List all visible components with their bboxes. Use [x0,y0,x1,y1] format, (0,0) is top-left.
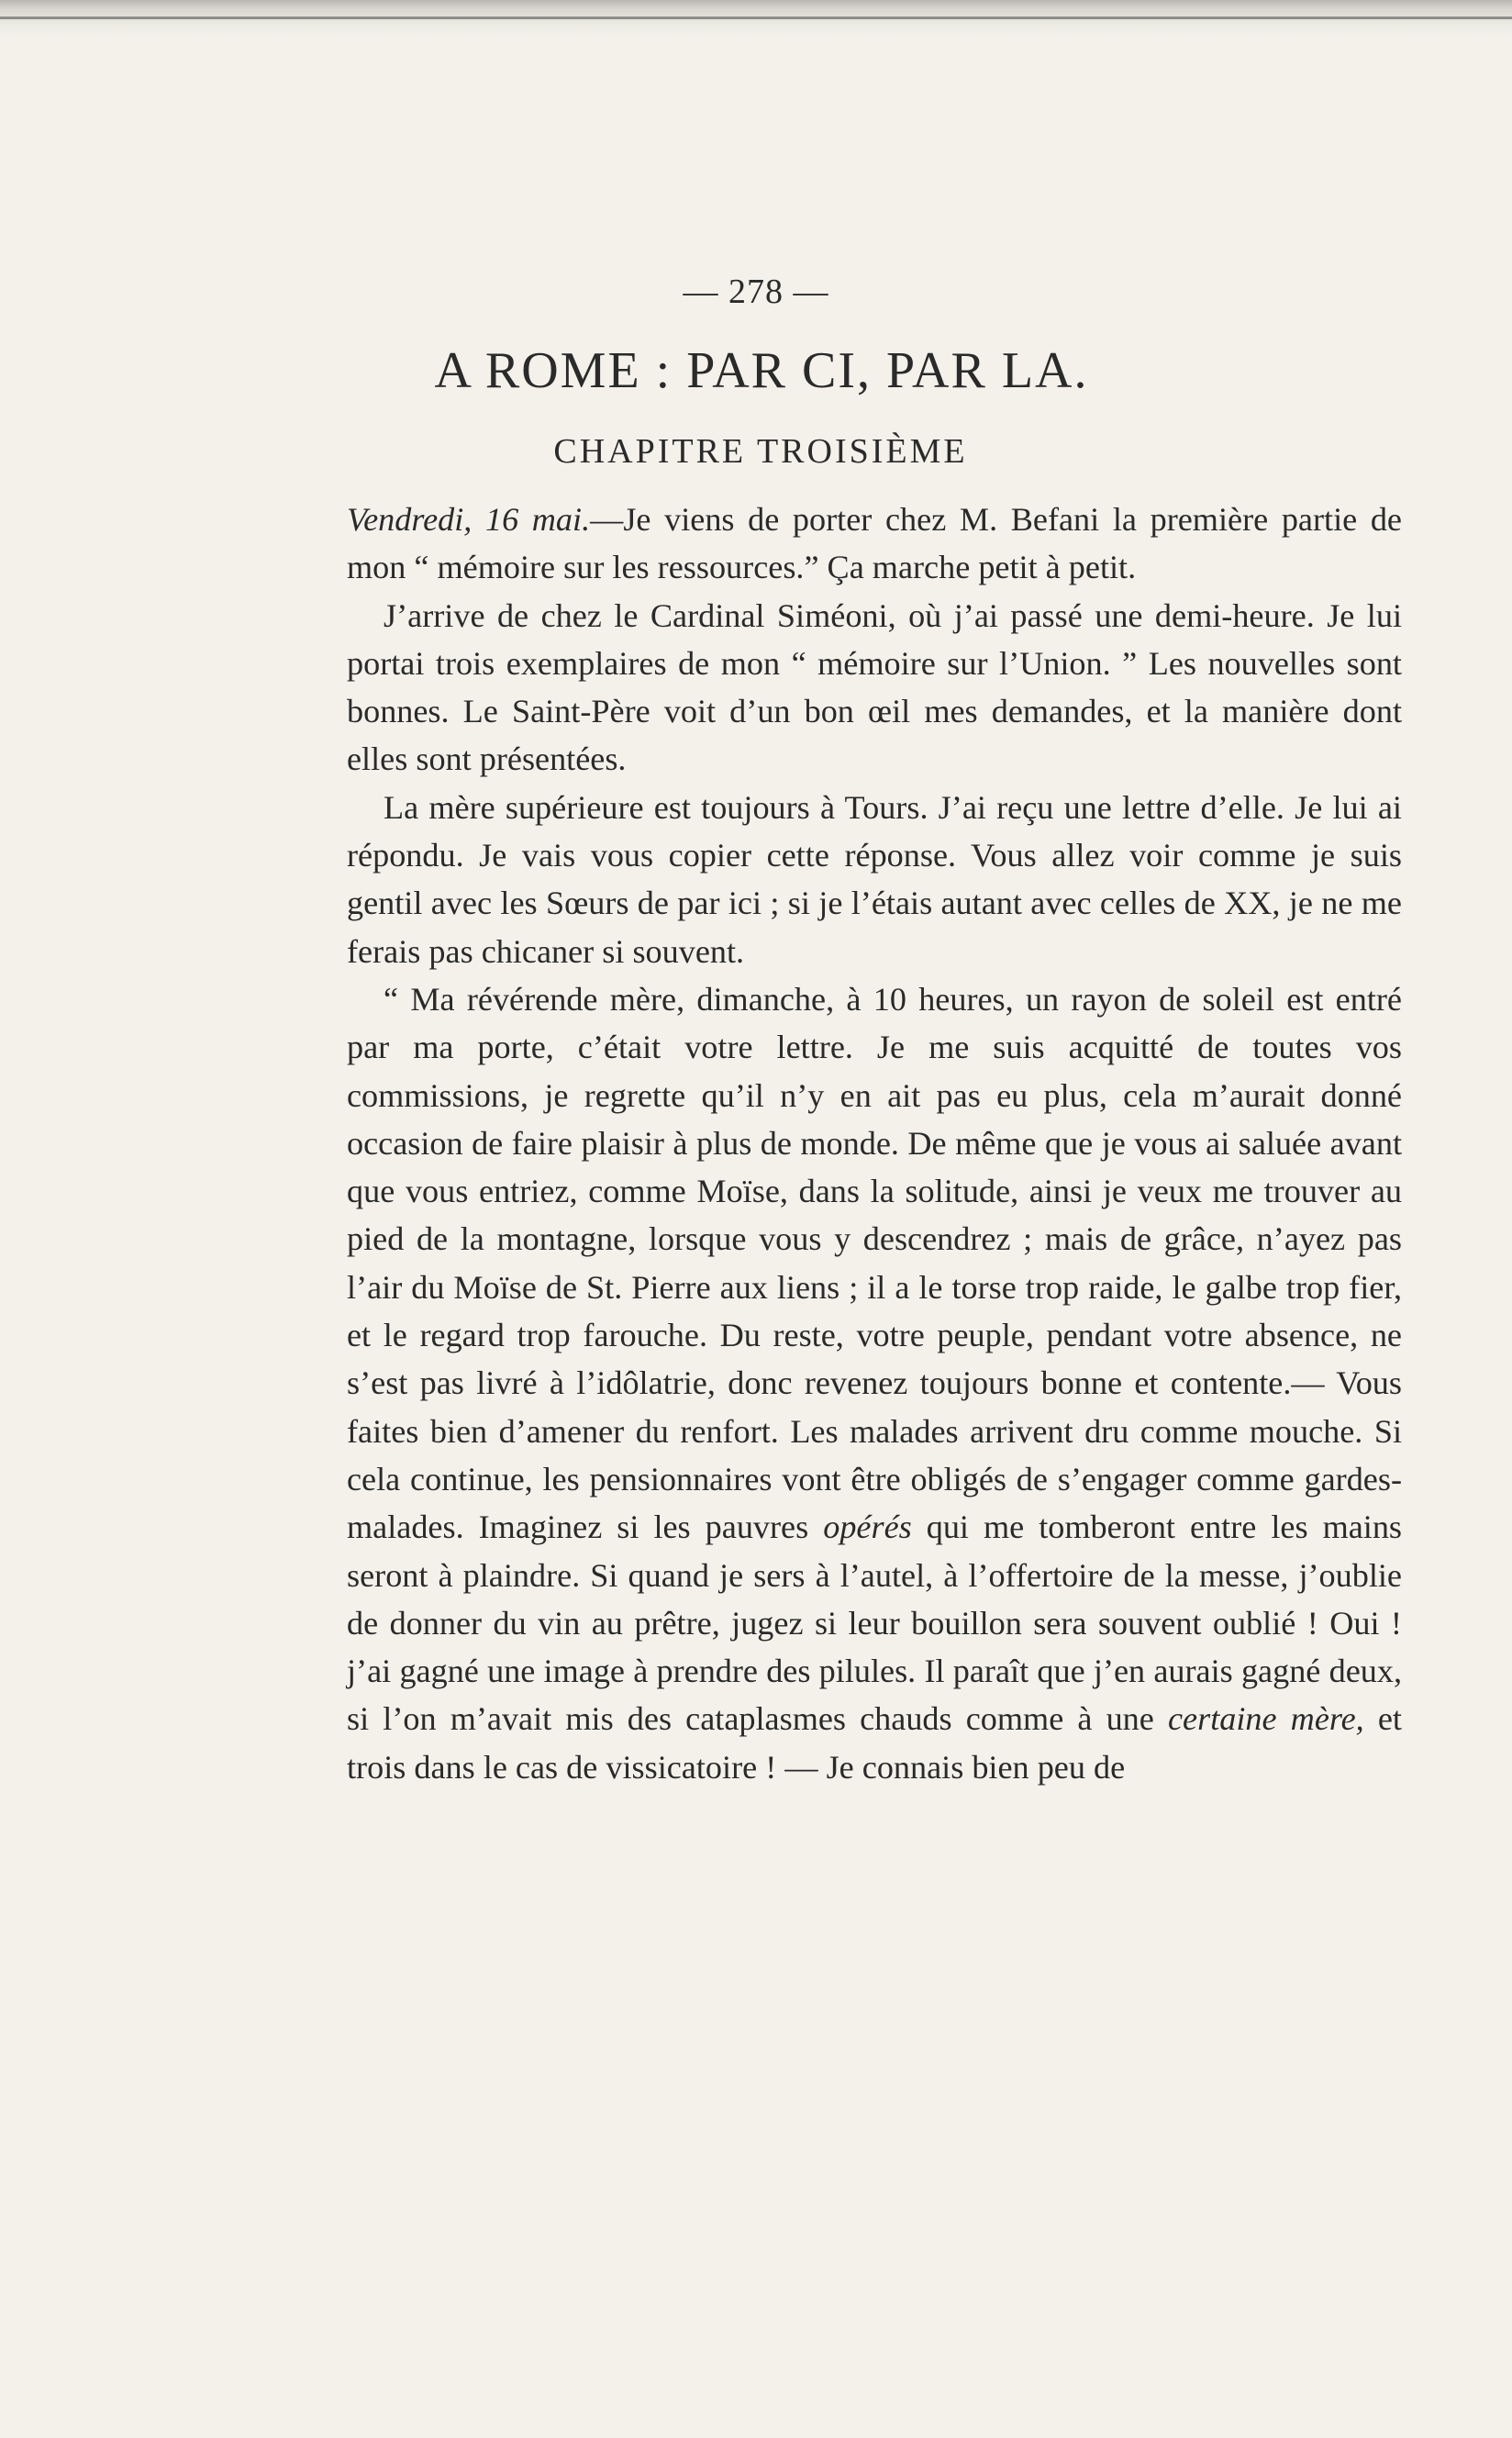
paragraph-4 [347,975,1402,1791]
date-lead: Vendredi, 16 mai. [347,501,591,538]
letter-text-part-1: “ Ma révérende mère, dimanche, à 10 heures, un rayon de soleil est entré par ma porte, c’était votre lettre. Je me suis acquitté de toutes vos commissions, je regrette qu’il n’y en ait pas eu plus, cela m’aurait donné occasion de faire plaisir à plus de monde. De même que je vous ai saluée avant que vous entriez, comme Moïse, dans la solitude, ainsi je veux me trouver au pied de la montagne, lorsque vous y descendrez ; mais de grâce, n’ayez pas l’air du Moïse de St. Pierre aux liens ; il a le torse trop raide, le galbe trop fier, et le regard trop farouche. Du reste, votre peuple, pendant votre absence, ne s’est pas livré à l’idôlatrie, donc revenez toujours bonne et contente.— Vous faites bien d’amener du renfort. Les malades arrivent dru comme mouche. Si cela continue, les pensionnaires vont être obligés de s’engager comme gardes-malades. Imaginez si les pauvres [347,980,1402,1546]
body-text [347,495,1402,1791]
paragraph-3-text: La mère supérieure est toujours à Tours. J’ai reçu une lettre d’elle. Je lui ai répondu. Je vais vous copier cette réponse. Vous allez voir comme je suis gentil avec les Sœurs de par ici ; si je l’étais autant avec celles de XX, je ne me ferais pas chicaner si souvent. [347,788,1402,970]
page-number: — 278 — [683,273,829,311]
chapter-heading: CHAPITRE TROISIÈME [553,432,968,471]
page-title: A ROME : PAR CI, PAR LA. [434,342,1089,399]
letter-text-part-2: qui me tomberont entre les mains seront à plaindre. Si quand je sers à l’autel, à l’offertoire de la messe, j’oublie de donner du vin au prêtre, jugez si leur bouillon sera souvent oublié ! Oui ! j’ai gagné une image à prendre des pilules. Il paraît que j’en aurais gagné deux, si l’on m’avait mis des cataplasmes chauds comme à une [347,1508,1403,1738]
paragraph-1 [347,495,1402,592]
paragraph-2 [347,592,1402,784]
letter-italic-certaine-mere: certaine mère, [1167,1700,1364,1738]
paragraph-2-text: J’arrive de chez le Cardinal Siméoni, où j’ai passé une demi-heure. Je lui portai trois exemplaires de mon “ mémoire sur l’Union. ” Les nouvelles sont bonnes. Le Saint-Père voit d’un bon œil mes demandes, et la manière dont elles sont présentées. [347,596,1402,778]
letter-italic-operes: opérés [823,1508,912,1546]
scan-top-rule [0,17,1512,19]
letter-text-part-3: et trois dans le cas de vissicatoire ! — Je connais bien peu de [347,1700,1402,1786]
paragraph-3 [347,784,1402,975]
paragraph-1-text: —Je viens de porter chez M. Befani la première partie de mon “ mémoire sur les ressources.” Ça marche petit à petit. [347,501,1402,586]
